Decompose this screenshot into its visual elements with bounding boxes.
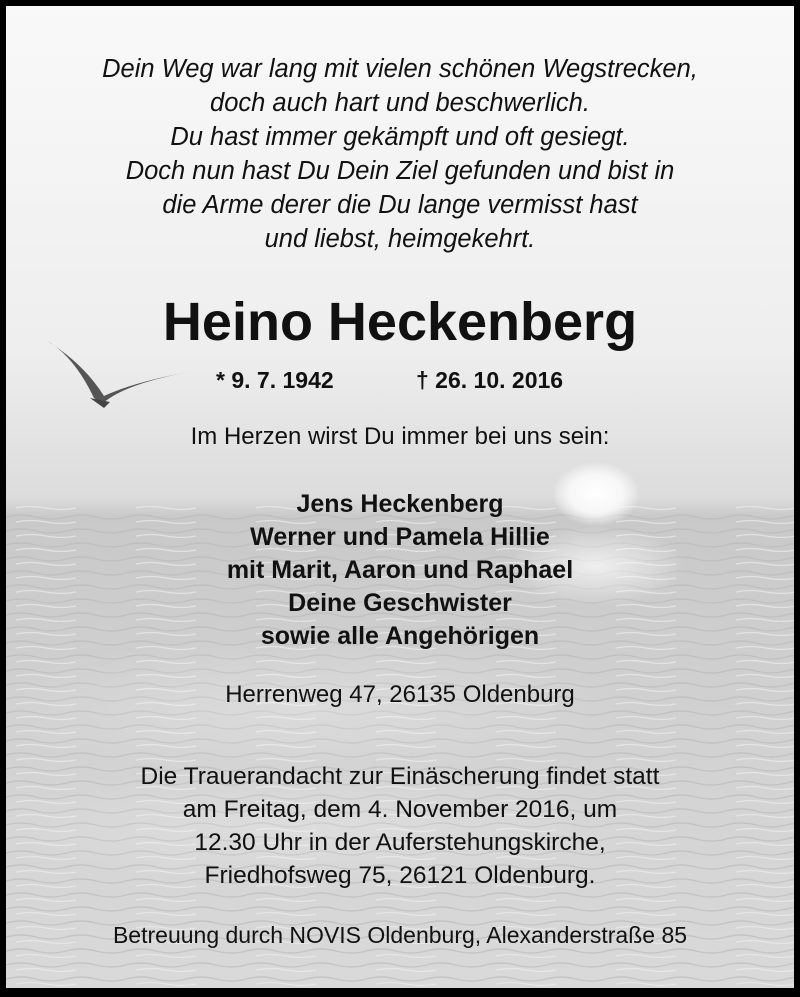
service-line: 12.30 Uhr in der Auferstehungskirche, bbox=[194, 829, 606, 856]
funeral-home-credit: Betreuung durch NOVIS Oldenburg, Alexanderstraße 85 bbox=[112, 922, 688, 948]
poem-line: Doch nun hast Du Dein Ziel gefunden und bist in bbox=[125, 157, 675, 185]
poem-line: Du hast immer gekämpft und oft gesiegt. bbox=[170, 123, 630, 151]
service-line: Die Trauerandacht zur Einäscherung findet statt bbox=[140, 763, 660, 790]
mourners-list bbox=[6, 488, 794, 653]
poem-line: und liebst, heimgekehrt. bbox=[264, 225, 536, 253]
heart-line: Im Herzen wirst Du immer bei uns sein: bbox=[190, 423, 610, 450]
poem-line: doch auch hart und beschwerlich. bbox=[210, 89, 590, 117]
birth-date: * 9. 7. 1942 bbox=[216, 367, 334, 393]
mourner-line: sowie alle Angehörigen bbox=[260, 622, 540, 650]
poem-line: die Arme derer die Du lange vermisst hast bbox=[162, 191, 638, 219]
death-date: † 26. 10. 2016 bbox=[416, 367, 564, 393]
mourner-line: Jens Heckenberg bbox=[296, 490, 504, 518]
service-info bbox=[6, 760, 794, 892]
service-line: Friedhofsweg 75, 26121 Oldenburg. bbox=[204, 862, 596, 889]
family-address: Herrenweg 47, 26135 Oldenburg bbox=[225, 681, 575, 708]
poem-line: Dein Weg war lang mit vielen schönen Wegstrecken, bbox=[102, 55, 698, 83]
mourner-line: Deine Geschwister bbox=[288, 589, 512, 617]
mourner-line: Werner und Pamela Hillie bbox=[250, 523, 550, 551]
service-line: am Freitag, dem 4. November 2016, um bbox=[182, 796, 618, 823]
mourner-line: mit Marit, Aaron und Raphael bbox=[226, 556, 574, 584]
obituary-notice bbox=[3, 3, 797, 991]
poem-verse bbox=[6, 52, 794, 256]
deceased-name: Heino Heckenberg bbox=[162, 292, 638, 352]
